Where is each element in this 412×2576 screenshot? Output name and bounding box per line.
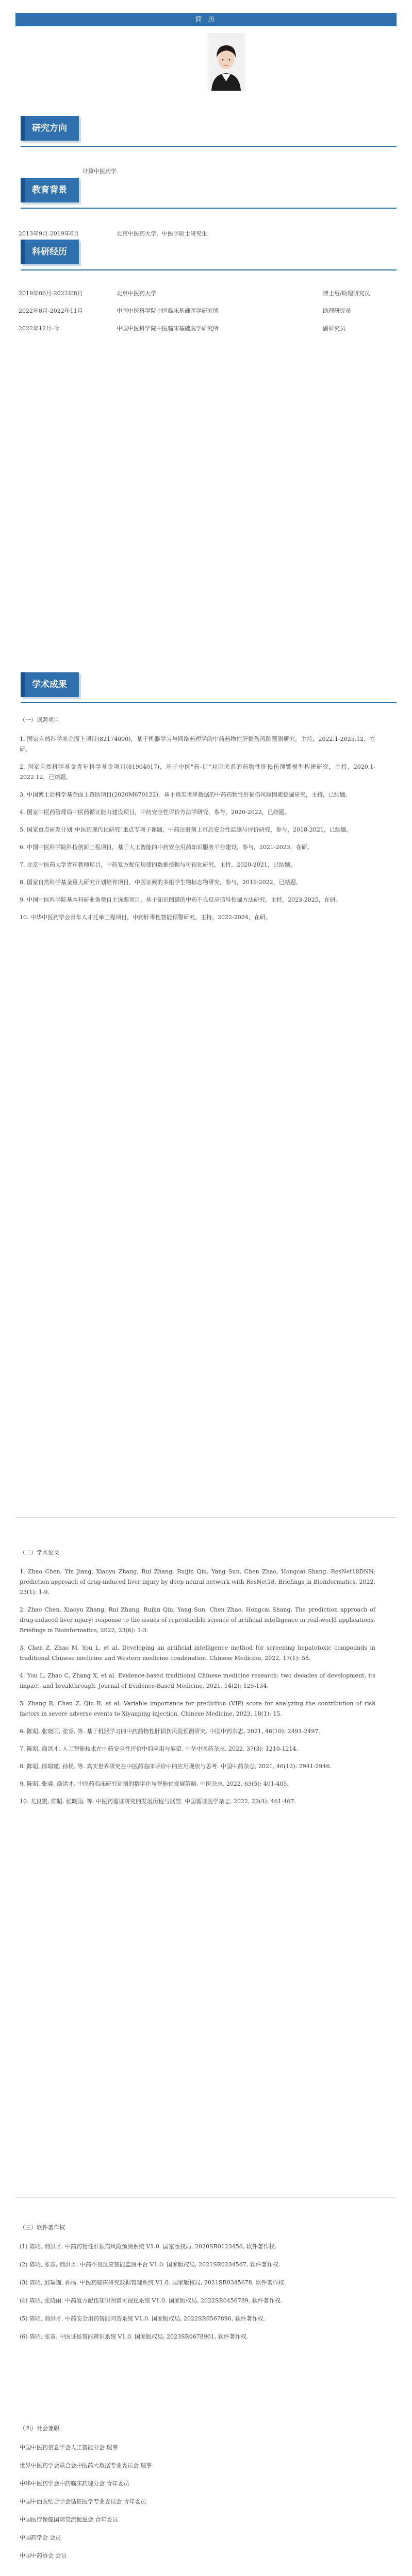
work-period: 2022年12月-今 <box>19 325 59 332</box>
patent-item: (4) 陈昭, 张晓雨. 中药复方配伍知识图谱可视化系统 V1.0. 国家版权局, 2022SR0456789, 软件著作权. <box>20 2297 283 2304</box>
research-tab: 研究方向 <box>21 116 79 141</box>
profile-photo <box>208 33 244 91</box>
paper-item: 7. 陈昭, 商洪才. 人工智能技术在中药安全性评价中的应用与展望. 中华中医药杂志, 2022, 37(3): 1210-1214. <box>20 1745 298 1752</box>
research-text: 计算中医药学 <box>83 168 117 175</box>
paper-item: 9. 陈昭, 张睿, 商洪才. 中医药临床研究证据的数字化与智能化发展策略. 中医杂志, 2022, 63(5): 401-405. <box>20 1781 289 1787</box>
role-item: 中国医疗保健国际交流促进会 青年委员 <box>20 2516 118 2523</box>
project-item: 7. 北京中医药大学青年教师项目，中药复方配伍规律的数据挖掘与可视化研究，主持，2020-2021，已结题。 <box>20 861 296 868</box>
project-item: 1. 国家自然科学基金面上项目(82174000)，基于机器学习与网络药理学的中药药物性肝损伤风险预测研究，主持，2022.1-2025.12，在研。 <box>20 736 375 753</box>
project-item: 6. 中国中医科学院科技创新工程项目，基于人工智能的中药安全用药知识服务平台建设，参与，2021-2023，在研。 <box>20 844 313 851</box>
roles-heading: （四）社会兼职 <box>20 2425 59 2432</box>
work-org: 北京中医药大学 <box>117 290 156 297</box>
project-item: 2. 国家自然科学基金青年科学基金项目(81904017)，基于中医"药-证"对应关系的药物性肝损伤预警模型构建研究，主持，2020.1-2022.12，已结题。 <box>20 764 375 781</box>
project-item: 4. 国家中医药管理局中医药循证能力建设项目，中药安全性评价方法学研究，参与，2020-2022，已结题。 <box>20 809 290 816</box>
project-item: 3. 中国博士后科学基金面上资助项目(2020M670122)，基于真实世界数据的中药药物性肝损伤风险因素挖掘研究，主持，已结题。 <box>20 791 351 798</box>
patents-heading: （三）软件著作权 <box>20 2224 65 2231</box>
paper-item: 2. Zhao Chen, Xiaoyu Zhang, Rui Zhang, Ruijin Qiu, Yang Sun, Chen Zhao, Hongcai Shang. The prediction approach of drug-induced liver injury: response to the issues of reproducible science of artificial intelligence in real-world applications. Briefings in Bioinformatics, 2022, 23(6): 1-3. <box>20 1606 375 1634</box>
work-org: 中国中医科学院中医临床基础医学研究所 <box>117 308 219 314</box>
patent-item: (1) 陈昭, 商洪才. 中药药物性肝损伤风险预测系统 V1.0. 国家版权局, 2020SR0123456, 软件著作权. <box>20 2243 277 2250</box>
education-tab: 教育背景 <box>21 178 79 202</box>
paper-item: 4. You L, Zhao C, Zhang X, et al. Evidence-based traditional Chinese medicine research: two decades of development, its impact, and breakthrough. Journal of Evidence-Based Medicine, 2021, 14(2): 125-134. <box>20 1672 375 1689</box>
paper-item: 8. 陈昭, 邱瑞瑾, 孙杨, 等. 真实世界研究在中医药临床评价中的应用现状与思考. 中国中药杂志, 2021, 46(12): 2941-2946. <box>20 1763 332 1770</box>
projects-list <box>20 734 375 930</box>
work-period: 2022年8月-2022年11月 <box>19 308 83 314</box>
papers-heading: （二）学术论文 <box>20 1549 59 1556</box>
work-tab: 科研经历 <box>21 240 79 264</box>
patent-item: (6) 陈昭, 张睿. 中医证候智能辨识系统 V1.0. 国家版权局, 2023SR0678901, 软件著作权. <box>20 2333 249 2340</box>
role-item: 中国药学会 会员 <box>20 2534 61 2541</box>
resume-title: 简 历 <box>195 15 217 23</box>
paper-item: 3. Chen Z, Zhao M, You L, et al. Developing an artificial intelligence method for screening hepatotoxic compounds in traditional Chinese medicine and Western medicine combination. Chinese Medicine, 2022, 17(1): 58. <box>20 1645 375 1662</box>
project-item: 5. 国家重点研发计划"中医药现代化研究"重点专项子课题，中药注射剂上市后安全性监测与评价研究，参与，2018-2021，已结题。 <box>20 826 352 833</box>
paper-item: 6. 陈昭, 张晓雨, 张睿, 等. 基于机器学习的中药药物性肝损伤风险预测研究. 中国中药杂志, 2021, 46(10): 2491-2497. <box>20 1728 320 1735</box>
work-role: 博士后/助理研究员 <box>323 290 370 297</box>
achievements-tab-rule <box>21 702 397 703</box>
paper-item: 1. Zhao Chen, Yin Jiang, Xiaoyu Zhang, Rui Zhang, Ruijin Qiu, Yang Sun, Chen Zhao, Hongcai Shang. ResNet18DNN: prediction approach of drug-induced liver injury by deep neural network with ResNet18. Briefings in Bioinformatics, 2022, 23(1): 1-9. <box>20 1568 375 1596</box>
role-item: 中国中药协会 会员 <box>20 2552 67 2559</box>
resume-sheet <box>15 13 397 2559</box>
achievements-tab: 学术成果 <box>21 672 79 697</box>
role-item: 中国中西医结合学会循证医学专业委员会 青年委员 <box>20 2498 146 2505</box>
project-item: 10. 中华中医药学会青年人才托举工程项目，中药肝毒性智能预警研究，主持，2022-2024，在研。 <box>20 914 271 921</box>
education-period: 2013年9月-2019年6月 <box>19 230 79 237</box>
project-item: 8. 国家自然科学基金重大研究计划培育项目，中医证候的多组学生物标志物研究，参与，2019-2022，已结题。 <box>20 879 302 886</box>
patent-item: (3) 陈昭, 邱瑞瑾, 孙杨. 中医药临床研究数据管理系统 V1.0. 国家版权局, 2021SR0345678, 软件著作权. <box>20 2279 286 2286</box>
work-tab-rule <box>21 269 397 270</box>
papers-list <box>20 1567 375 1814</box>
role-item: 中国中医药信息学会人工智能分会 理事 <box>20 2444 118 2451</box>
divider <box>15 2197 397 2198</box>
projects-heading: （一）课题项目 <box>20 717 59 723</box>
project-item: 9. 中国中医科学院基本科研业务费自主选题项目，基于知识图谱的中药不良反应信号挖掘方法研究，主持，2023-2025，在研。 <box>20 896 341 903</box>
patents-list <box>20 2242 381 2350</box>
divider <box>15 1517 397 1518</box>
work-org: 中国中医科学院中医临床基础医学研究所 <box>117 325 219 332</box>
paper-item: 10. 尤良震, 陈昭, 张晓雨, 等. 中医药循证研究的发展历程与展望. 中国循证医学杂志, 2022, 22(4): 461-467. <box>20 1798 296 1805</box>
role-item: 世界中医药学会联合会中医药大数据专业委员会 理事 <box>20 2462 152 2469</box>
education-tab-rule <box>21 208 397 209</box>
paper-item: 5. Zhang R, Chen Z, Qiu R, et al. Variable importance for prediction (VIP) score for analyzing the contribution of risk factors in severe adverse events to Xiyanping injection. Chinese Medicine, 2023, 18(1): 15. <box>20 1700 375 1717</box>
role-item: 中华中医药学会中药临床药理分会 青年委员 <box>20 2480 129 2487</box>
patent-item: (5) 陈昭, 商洪才. 中药安全用药智能问答系统 V1.0. 国家版权局, 2022SR0567890, 软件著作权. <box>20 2315 266 2322</box>
work-role: 副研究员 <box>323 325 345 332</box>
roles-list <box>20 2443 381 2569</box>
work-period: 2019年06月-2022年8月 <box>19 290 83 297</box>
patent-item: (2) 陈昭, 张睿, 商洪才. 中药不良反应智能监测平台 V1.0. 国家版权局, 2021SR0234567, 软件著作权. <box>20 2261 281 2268</box>
resume-header-bar <box>15 13 397 26</box>
research-tab-rule <box>21 146 397 147</box>
education-org: 北京中医药大学，中医学硕士研究生 <box>117 230 207 237</box>
work-role: 助理研究员 <box>323 308 351 314</box>
